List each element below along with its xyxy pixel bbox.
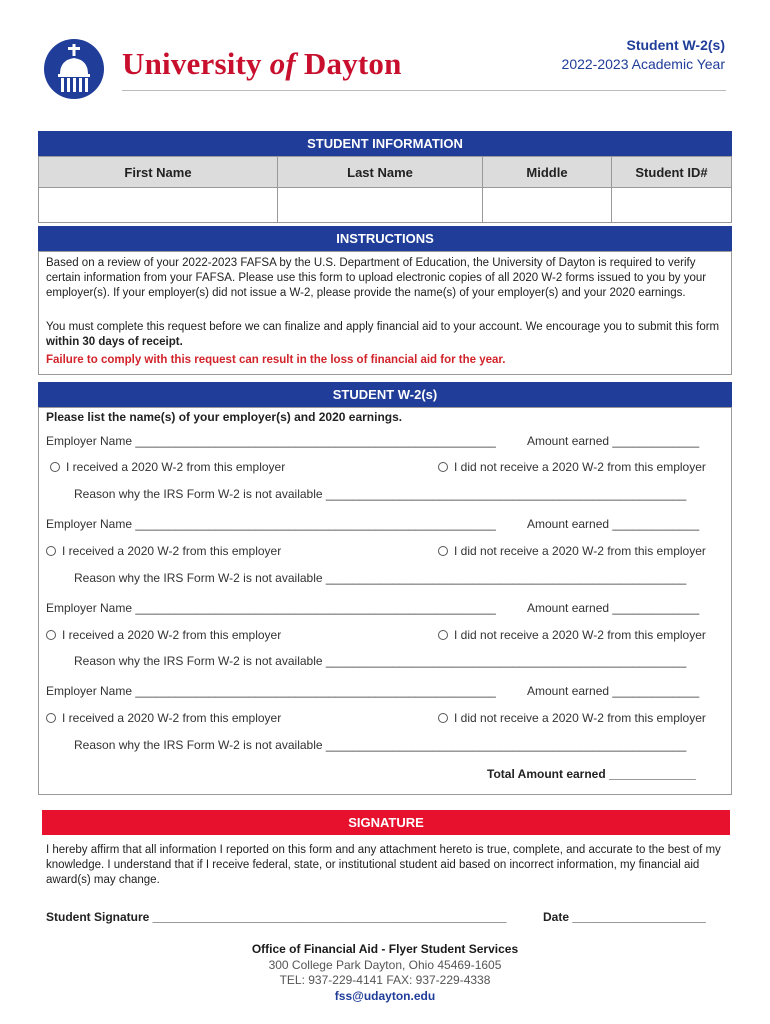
employer-name-field-1[interactable]: Employer Name ______________________________________________________ — [46, 434, 496, 448]
radio-icon — [50, 462, 60, 472]
radio-icon — [46, 713, 56, 723]
received-w2-option-2[interactable]: I received a 2020 W-2 from this employer — [46, 544, 281, 558]
academic-year: 2022-2023 Academic Year — [561, 56, 725, 72]
received-w2-option-4[interactable]: I received a 2020 W-2 from this employer — [46, 711, 281, 725]
received-w2-option-3[interactable]: I received a 2020 W-2 from this employer — [46, 628, 281, 642]
footer-phone: TEL: 937-229-4141 FAX: 937-229-4338 — [279, 973, 491, 987]
total-amount-field[interactable]: Total Amount earned _____________ — [487, 767, 696, 781]
reason-field-1[interactable]: Reason why the IRS Form W-2 is not available ______________________________________________________ — [74, 487, 687, 501]
amount-earned-field-2[interactable]: Amount earned _____________ — [527, 517, 700, 531]
not-received-w2-option-3[interactable]: I did not receive a 2020 W-2 from this employer — [438, 628, 706, 642]
not-received-w2-option-4[interactable]: I did not receive a 2020 W-2 from this employer — [438, 711, 706, 725]
not-received-w2-option-2[interactable]: I did not receive a 2020 W-2 from this employer — [438, 544, 706, 558]
reason-field-3[interactable]: Reason why the IRS Form W-2 is not available ______________________________________________________ — [74, 654, 687, 668]
student-id-field[interactable] — [612, 188, 732, 223]
header-divider — [122, 90, 726, 91]
student-info-table — [38, 156, 732, 223]
col-first-name: First Name — [39, 157, 278, 188]
employer-name-field-4[interactable]: Employer Name ______________________________________________________ — [46, 684, 496, 698]
col-student-id: Student ID# — [612, 157, 732, 188]
first-name-field[interactable] — [39, 188, 278, 223]
received-w2-option-1[interactable]: I received a 2020 W-2 from this employer — [50, 460, 285, 474]
col-middle: Middle — [483, 157, 612, 188]
radio-icon — [438, 713, 448, 723]
instructions-deadline: You must complete this request before we can finalize and apply financial aid to your account. We encourage you to submit this form within 30 days of receipt. — [46, 321, 720, 348]
w2-header: STUDENT W-2(s) — [38, 382, 732, 407]
signature-affirmation: I hereby affirm that all information I reported on this form and any attachment hereto is true, complete, and accurate to the best of my knowledge. I understand that if I receive federal, state, or institutional student aid based on incorrect information, my financial aid award(s) may change. — [46, 844, 721, 886]
radio-icon — [438, 546, 448, 556]
radio-icon — [438, 630, 448, 640]
signature-date-field[interactable]: Date ____________________ — [543, 910, 706, 924]
last-name-field[interactable] — [278, 188, 483, 223]
col-last-name: Last Name — [278, 157, 483, 188]
reason-field-4[interactable]: Reason why the IRS Form W-2 is not available ______________________________________________________ — [74, 738, 687, 752]
employer-name-field-3[interactable]: Employer Name ______________________________________________________ — [46, 601, 496, 615]
university-seal-icon — [43, 38, 105, 100]
amount-earned-field-1[interactable]: Amount earned _____________ — [527, 434, 700, 448]
not-received-w2-option-1[interactable]: I did not receive a 2020 W-2 from this employer — [438, 460, 706, 474]
radio-icon — [46, 630, 56, 640]
document-title: Student W-2(s) — [626, 37, 725, 53]
middle-name-field[interactable] — [483, 188, 612, 223]
instructions-header: INSTRUCTIONS — [38, 226, 732, 251]
university-logo-text: University of Dayton — [122, 46, 402, 81]
student-signature-field[interactable]: Student Signature _____________________________________________________ — [46, 910, 507, 924]
student-info-header: STUDENT INFORMATION — [38, 131, 732, 156]
reason-field-2[interactable]: Reason why the IRS Form W-2 is not available ______________________________________________________ — [74, 571, 687, 585]
w2-prompt: Please list the name(s) of your employer(s) and 2020 earnings. — [46, 410, 403, 424]
employer-name-field-2[interactable]: Employer Name ______________________________________________________ — [46, 517, 496, 531]
radio-icon — [438, 462, 448, 472]
instructions-paragraph: Based on a review of your 2022-2023 FAFSA by the U.S. Department of Education, the University of Dayton is required to verify certain information from your FAFSA. Please use this form to upload electronic copies of all 2020 W-2 forms issued to you by your employer(s). If your employer(s) did not issue a W-2, please provide the name(s) of your employer(s) and your 2020 earnings. — [46, 257, 707, 299]
footer-office-name: Office of Financial Aid - Flyer Student Services — [251, 942, 519, 956]
footer-email-link[interactable]: fss@udayton.edu — [334, 989, 436, 1003]
footer-address: 300 College Park Dayton, Ohio 45469-1605 — [268, 958, 502, 972]
amount-earned-field-4[interactable]: Amount earned _____________ — [527, 684, 700, 698]
radio-icon — [46, 546, 56, 556]
instructions-warning: Failure to comply with this request can result in the loss of financial aid for the year. — [46, 354, 506, 366]
amount-earned-field-3[interactable]: Amount earned _____________ — [527, 601, 700, 615]
signature-header: SIGNATURE — [42, 810, 730, 835]
